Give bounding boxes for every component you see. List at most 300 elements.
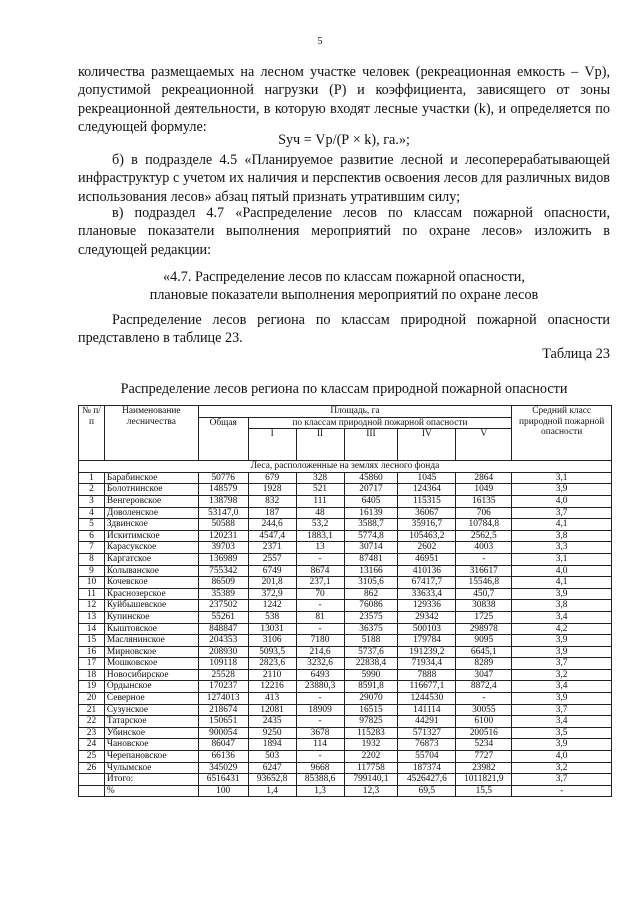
table-cell: - <box>456 693 512 705</box>
table-row <box>79 600 612 612</box>
table-cell: Искитимское <box>104 530 198 542</box>
table-cell: - <box>296 751 344 763</box>
table-cell: - <box>296 693 344 705</box>
paragraph-continuation: количества размещаемых на лесном участке человек (рекреационная емкость – Vр), допустимой рекреационной нагрузки (Р) и коэффициента, зависящего от зоны рекреационной деятельности, в которую входят лесные участки (k), и определяется по следующей формуле: <box>78 64 610 136</box>
table-cell: Кочевское <box>104 577 198 589</box>
table-cell: 3,8 <box>512 530 612 542</box>
table-cell: Краснозерское <box>104 588 198 600</box>
header-avg-class: Средний класс природной пожарной опасности <box>512 406 612 461</box>
table-cell: 4 <box>79 507 105 519</box>
table-row <box>79 739 612 751</box>
table-cell: 85388,6 <box>296 774 344 786</box>
table-cell: 6 <box>79 530 105 542</box>
table-cell: 218674 <box>198 704 248 716</box>
table-cell: 5234 <box>456 739 512 751</box>
table-cell: 70 <box>296 588 344 600</box>
table-cell: 503 <box>248 751 296 763</box>
table-cell: 2202 <box>344 751 398 763</box>
table-cell: 66136 <box>198 751 248 763</box>
table-cell: 706 <box>456 507 512 519</box>
table-cell: 23982 <box>456 762 512 774</box>
table-cell: 7 <box>79 542 105 554</box>
paragraph-table-intro: Распределение лесов региона по классам природной пожарной опасности представлено в таблице 23. <box>78 312 610 347</box>
table-label: Таблица 23 <box>542 346 610 362</box>
header-class-4: IV <box>398 429 456 461</box>
table-cell: 22838,4 <box>344 658 398 670</box>
table-cell: 6749 <box>248 565 296 577</box>
table-cell: 410136 <box>398 565 456 577</box>
table-row <box>79 762 612 774</box>
table-cell: 97825 <box>344 716 398 728</box>
table-cell: Здвинское <box>104 519 198 531</box>
table-cell: 4003 <box>456 542 512 554</box>
table-cell: 3105,6 <box>344 577 398 589</box>
table-cell: Татарское <box>104 716 198 728</box>
table-cell: 13 <box>296 542 344 554</box>
table-cell: 114 <box>296 739 344 751</box>
table-cell: 187 <box>248 507 296 519</box>
table-cell <box>79 785 105 797</box>
table-cell: 24 <box>79 739 105 751</box>
table-row <box>79 588 612 600</box>
table-cell: 129336 <box>398 600 456 612</box>
table-cell: 13031 <box>248 623 296 635</box>
table-cell: Болотнинское <box>104 484 198 496</box>
table-cell: 3,7 <box>512 507 612 519</box>
table-cell: 4,1 <box>512 577 612 589</box>
table-cell: 5737,6 <box>344 646 398 658</box>
table-title: Распределение лесов региона по классам природной пожарной опасности <box>120 381 568 397</box>
table-cell: 13 <box>79 611 105 623</box>
table-cell: 848847 <box>198 623 248 635</box>
section-row: Леса, расположенные на землях лесного фонда <box>79 461 612 473</box>
table-cell: 4,0 <box>512 751 612 763</box>
table-cell: 3,4 <box>512 681 612 693</box>
table-cell: 9 <box>79 565 105 577</box>
table-cell: 105463,2 <box>398 530 456 542</box>
table-cell: Маслянинское <box>104 635 198 647</box>
header-total: Общая <box>198 417 248 461</box>
table-cell: 1045 <box>398 472 456 484</box>
table-row <box>79 716 612 728</box>
table-cell: 237502 <box>198 600 248 612</box>
paragraph-c: в) подраздел 4.7 «Распределение лесов по классам пожарной опасности, плановые показатели выполнения мероприятий по охране лесов» изложить в следующей редакции: <box>78 205 610 258</box>
table-cell: Черепановское <box>104 751 198 763</box>
table-cell: 16135 <box>456 495 512 507</box>
table-cell: 17 <box>79 658 105 670</box>
table-cell: 3,1 <box>512 472 612 484</box>
header-name: Наименование лесничества <box>104 406 198 461</box>
table-cell: 16 <box>79 646 105 658</box>
table-row <box>79 658 612 670</box>
table-cell: 13166 <box>344 565 398 577</box>
table-cell: 35389 <box>198 588 248 600</box>
table-row <box>79 646 612 658</box>
table-cell: Колыванское <box>104 565 198 577</box>
table-cell: 36067 <box>398 507 456 519</box>
table-total-row <box>79 774 612 786</box>
table-cell: 3,1 <box>512 553 612 565</box>
table-cell: 26 <box>79 762 105 774</box>
table-cell: 76873 <box>398 739 456 751</box>
table-cell: 148579 <box>198 484 248 496</box>
table-cell: 3,9 <box>512 646 612 658</box>
table-cell: 22 <box>79 716 105 728</box>
table-cell: 15546,8 <box>456 577 512 589</box>
table-cell: 9668 <box>296 762 344 774</box>
table-cell: 87481 <box>344 553 398 565</box>
table-cell: 124364 <box>398 484 456 496</box>
table-cell: 244,6 <box>248 519 296 531</box>
table-cell: 191239,2 <box>398 646 456 658</box>
table-cell: 20717 <box>344 484 398 496</box>
table-cell: 18909 <box>296 704 344 716</box>
table-cell: 115283 <box>344 727 398 739</box>
table-cell: 39703 <box>198 542 248 554</box>
table-cell: 3047 <box>456 669 512 681</box>
table-cell: 67417,7 <box>398 577 456 589</box>
table-cell: 3106 <box>248 635 296 647</box>
table-cell: 12081 <box>248 704 296 716</box>
table-cell: 2 <box>79 484 105 496</box>
table-cell: 2823,6 <box>248 658 296 670</box>
table-cell: % <box>104 785 198 797</box>
table-cell: 4,0 <box>512 495 612 507</box>
table-cell: 4526427,6 <box>398 774 456 786</box>
table-cell: Куйбышевское <box>104 600 198 612</box>
table-cell: 23575 <box>344 611 398 623</box>
table-row <box>79 635 612 647</box>
table-cell: 5990 <box>344 669 398 681</box>
table-cell: Мирновское <box>104 646 198 658</box>
table-percent-row <box>79 785 612 797</box>
table-cell: 23 <box>79 727 105 739</box>
table-cell: 3 <box>79 495 105 507</box>
table-cell: 3,5 <box>512 727 612 739</box>
table-cell: 5093,5 <box>248 646 296 658</box>
header-by-class: по классам природной пожарной опасности <box>248 417 512 429</box>
table-cell: Чановское <box>104 739 198 751</box>
table-cell: 30714 <box>344 542 398 554</box>
table-cell <box>79 774 105 786</box>
header-class-1: I <box>248 429 296 461</box>
table-cell: 8591,8 <box>344 681 398 693</box>
table-cell: 14 <box>79 623 105 635</box>
table-cell: 179784 <box>398 635 456 647</box>
table-cell: 3678 <box>296 727 344 739</box>
table-cell: 8289 <box>456 658 512 670</box>
table-cell: 81 <box>296 611 344 623</box>
table-cell: 3,7 <box>512 658 612 670</box>
table-cell: 46951 <box>398 553 456 565</box>
table-cell: 93652,8 <box>248 774 296 786</box>
table-cell: 138798 <box>198 495 248 507</box>
header-area: Площадь, га <box>198 406 512 418</box>
table-cell: 6100 <box>456 716 512 728</box>
table-cell: 25528 <box>198 669 248 681</box>
table-row <box>79 704 612 716</box>
table-cell: 35916,7 <box>398 519 456 531</box>
table-cell: 2371 <box>248 542 296 554</box>
table-row <box>79 693 612 705</box>
table-cell: 4,1 <box>512 519 612 531</box>
table-cell: 500103 <box>398 623 456 635</box>
table-cell: 7888 <box>398 669 456 681</box>
table-cell: 109118 <box>198 658 248 670</box>
table-cell: 679 <box>248 472 296 484</box>
section-title-line1: «4.7. Распределение лесов по классам пожарной опасности, <box>163 269 525 285</box>
table-cell: 204353 <box>198 635 248 647</box>
table-cell: 150651 <box>198 716 248 728</box>
table-cell: 755342 <box>198 565 248 577</box>
table-row <box>79 530 612 542</box>
table-cell: 3,9 <box>512 588 612 600</box>
table-cell: 372,9 <box>248 588 296 600</box>
table-cell: 29070 <box>344 693 398 705</box>
table-cell: 10784,8 <box>456 519 512 531</box>
table-cell: 2435 <box>248 716 296 728</box>
table-cell: 2110 <box>248 669 296 681</box>
table-row <box>79 472 612 484</box>
table-cell: 48 <box>296 507 344 519</box>
table-cell: 200516 <box>456 727 512 739</box>
table-cell: Убинское <box>104 727 198 739</box>
table-cell: Ордынское <box>104 681 198 693</box>
table-cell: 208930 <box>198 646 248 658</box>
table-cell: Северное <box>104 693 198 705</box>
table-cell: 3,2 <box>512 762 612 774</box>
table-cell: 6405 <box>344 495 398 507</box>
table-cell: 3,4 <box>512 611 612 623</box>
table-cell: 1928 <box>248 484 296 496</box>
table-cell: Сузунское <box>104 704 198 716</box>
table-cell: 23880,3 <box>296 681 344 693</box>
table-cell: 450,7 <box>456 588 512 600</box>
table-cell: 214,6 <box>296 646 344 658</box>
table-cell: 1894 <box>248 739 296 751</box>
table-cell: 4,2 <box>512 623 612 635</box>
table-cell: 111 <box>296 495 344 507</box>
table-cell: 3,9 <box>512 635 612 647</box>
table-cell: - <box>512 785 612 797</box>
table-cell: 8872,4 <box>456 681 512 693</box>
table-cell: 20 <box>79 693 105 705</box>
table-cell: 86509 <box>198 577 248 589</box>
table-cell: 76086 <box>344 600 398 612</box>
table-cell: 1,3 <box>296 785 344 797</box>
table-cell: 5 <box>79 519 105 531</box>
table-cell: 16139 <box>344 507 398 519</box>
table-cell: 1242 <box>248 600 296 612</box>
table-cell: 862 <box>344 588 398 600</box>
table-cell: 1011821,9 <box>456 774 512 786</box>
table-cell: 1244530 <box>398 693 456 705</box>
table-cell: 55261 <box>198 611 248 623</box>
table-cell: 33633,4 <box>398 588 456 600</box>
header-class-2: II <box>296 429 344 461</box>
table-cell: 170237 <box>198 681 248 693</box>
table-cell: 7727 <box>456 751 512 763</box>
table-cell: 2557 <box>248 553 296 565</box>
table-cell: 117758 <box>344 762 398 774</box>
table-cell: 3,2 <box>512 669 612 681</box>
table-cell: 53147,0 <box>198 507 248 519</box>
table-cell: 3,8 <box>512 600 612 612</box>
table-cell: 900054 <box>198 727 248 739</box>
table-cell: 30055 <box>456 704 512 716</box>
table-cell: 7180 <box>296 635 344 647</box>
table-cell: 1932 <box>344 739 398 751</box>
page-number: 5 <box>317 36 323 47</box>
section-title <box>78 268 610 305</box>
table-row <box>79 553 612 565</box>
table-cell: 36375 <box>344 623 398 635</box>
table-cell: 538 <box>248 611 296 623</box>
table-cell: - <box>296 553 344 565</box>
table-cell: 799140,1 <box>344 774 398 786</box>
table-row <box>79 484 612 496</box>
table-cell: 201,8 <box>248 577 296 589</box>
table-cell: 10 <box>79 577 105 589</box>
table-cell: Кыштовское <box>104 623 198 635</box>
table-cell: 50588 <box>198 519 248 531</box>
table-cell: 571327 <box>398 727 456 739</box>
table-cell: Новосибирское <box>104 669 198 681</box>
table-cell: 29342 <box>398 611 456 623</box>
table-cell: 71934,4 <box>398 658 456 670</box>
table-cell: 50776 <box>198 472 248 484</box>
table-cell: 1725 <box>456 611 512 623</box>
table-cell: 16515 <box>344 704 398 716</box>
table-cell: 3,9 <box>512 693 612 705</box>
table-cell: 9095 <box>456 635 512 647</box>
table-row <box>79 577 612 589</box>
table-cell: 6247 <box>248 762 296 774</box>
table-cell: Барабинское <box>104 472 198 484</box>
table-cell: 21 <box>79 704 105 716</box>
table-row <box>79 565 612 577</box>
table-row <box>79 727 612 739</box>
table-cell: 44291 <box>398 716 456 728</box>
table-cell: - <box>296 623 344 635</box>
table-cell: 6493 <box>296 669 344 681</box>
table-cell: 3,9 <box>512 484 612 496</box>
table-cell: - <box>296 716 344 728</box>
section-title-line2: плановые показатели выполнения мероприятий по охране лесов <box>149 287 539 304</box>
table-cell: 53,2 <box>296 519 344 531</box>
table-cell: 6516431 <box>198 774 248 786</box>
table-cell: 136989 <box>198 553 248 565</box>
table-cell: 8 <box>79 553 105 565</box>
table-row <box>79 542 612 554</box>
table-cell: 3,4 <box>512 716 612 728</box>
table-cell: 3232,6 <box>296 658 344 670</box>
table-cell: 11 <box>79 588 105 600</box>
table-cell: 3,7 <box>512 774 612 786</box>
table-cell: 5188 <box>344 635 398 647</box>
table-cell: 55704 <box>398 751 456 763</box>
table-cell: 19 <box>79 681 105 693</box>
table-cell: 1 <box>79 472 105 484</box>
table-cell: 2864 <box>456 472 512 484</box>
table-cell: 5774,8 <box>344 530 398 542</box>
table-cell: 298978 <box>456 623 512 635</box>
table-cell: 832 <box>248 495 296 507</box>
table-cell: 2562,5 <box>456 530 512 542</box>
table-cell: 25 <box>79 751 105 763</box>
table-cell: 1274013 <box>198 693 248 705</box>
table-cell: 116677,1 <box>398 681 456 693</box>
table-cell: 2602 <box>398 542 456 554</box>
table-cell: 3,3 <box>512 542 612 554</box>
table-cell: 18 <box>79 669 105 681</box>
table-cell: Чулымское <box>104 762 198 774</box>
table-cell: 345029 <box>198 762 248 774</box>
table-cell: - <box>456 553 512 565</box>
header-class-5: V <box>456 429 512 461</box>
table-cell: 120231 <box>198 530 248 542</box>
table-cell: 8674 <box>296 565 344 577</box>
table-cell: Мошковское <box>104 658 198 670</box>
table-cell: 3588,7 <box>344 519 398 531</box>
paragraph-b: б) в подразделе 4.5 «Планируемое развитие лесной и лесоперерабатывающей инфраструктур с учетом их наличия и перспектив освоения лесов для различных видов использования лесов» абзац пятый признать утратившим силу; <box>78 152 610 205</box>
table-row <box>79 507 612 519</box>
table-cell: 69,5 <box>398 785 456 797</box>
table-cell: 521 <box>296 484 344 496</box>
table-cell: 115315 <box>398 495 456 507</box>
header-class-3: III <box>344 429 398 461</box>
table-cell: 1883,1 <box>296 530 344 542</box>
table-row <box>79 495 612 507</box>
table-cell: 4,0 <box>512 565 612 577</box>
table-cell: 86047 <box>198 739 248 751</box>
table-cell: Венгеровское <box>104 495 198 507</box>
table-cell: 15,5 <box>456 785 512 797</box>
table-row <box>79 519 612 531</box>
table-row <box>79 681 612 693</box>
table-cell: 30838 <box>456 600 512 612</box>
table-cell: 4547,4 <box>248 530 296 542</box>
table-cell: 3,9 <box>512 739 612 751</box>
table-cell: Итого: <box>104 774 198 786</box>
table-cell: Каргатское <box>104 553 198 565</box>
table-cell: 1049 <box>456 484 512 496</box>
table-cell: 12216 <box>248 681 296 693</box>
header-num: № п/п <box>79 406 105 461</box>
table-cell: 100 <box>198 785 248 797</box>
table-cell: 15 <box>79 635 105 647</box>
table-row <box>79 611 612 623</box>
formula: Sуч = Vр/(Р × k), га.»; <box>278 132 410 148</box>
table-cell: 1,4 <box>248 785 296 797</box>
table-cell: - <box>296 600 344 612</box>
table-cell: 3,7 <box>512 704 612 716</box>
table-cell: 12 <box>79 600 105 612</box>
table-cell: 141114 <box>398 704 456 716</box>
table-cell: Карасукское <box>104 542 198 554</box>
table-cell: 45860 <box>344 472 398 484</box>
table-cell: Купинское <box>104 611 198 623</box>
table-row <box>79 669 612 681</box>
table-cell: 187374 <box>398 762 456 774</box>
table-row <box>79 751 612 763</box>
table-row <box>79 623 612 635</box>
table-cell: Доволенское <box>104 507 198 519</box>
table-cell: 9250 <box>248 727 296 739</box>
table-cell: 6645,1 <box>456 646 512 658</box>
table-cell: 12,3 <box>344 785 398 797</box>
table-cell: 237,1 <box>296 577 344 589</box>
